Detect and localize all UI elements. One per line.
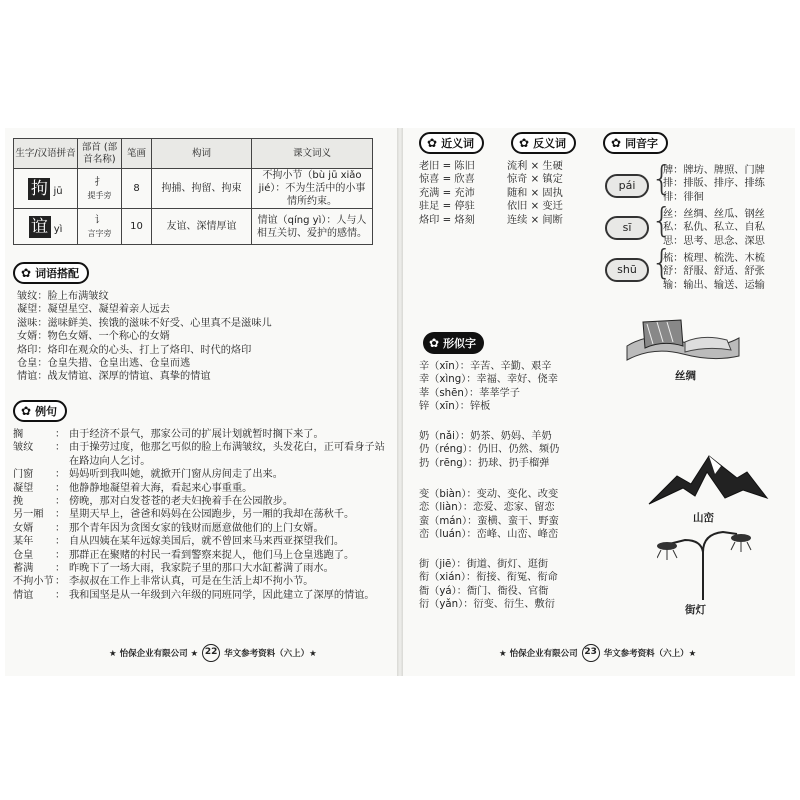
list-item: 幸（xìng）：幸福、幸好、侥幸 <box>419 374 558 386</box>
words-cell: 友谊、深情厚谊 <box>152 209 252 245</box>
list-item: 流利 × 生硬 <box>507 161 563 172</box>
list-item: 情谊 ： 我和国坚是从一年级到六年级的同班同学，因此建立了深厚的情谊。 <box>13 589 375 601</box>
list-item: 蓄满 ： 昨晚下了一场大雨，我家院子里的那口大水缸蓄满了雨水。 <box>13 563 334 575</box>
list-item: 仓皇：仓皇失措、仓皇出逃、仓皇而逃 <box>17 358 191 370</box>
list-item: 仓皇 ： 那群正在聚赌的村民一看到警察来捉人，他们马上仓皇逃跑了。 <box>13 549 355 561</box>
flower-icon: ✿ <box>519 136 530 150</box>
collocation-heading: ✿ 词语搭配 <box>13 262 89 284</box>
similar-group <box>419 488 559 542</box>
header-words: 构词 <box>152 139 252 169</box>
header-meaning: 课文词义 <box>252 139 373 169</box>
strokes-cell: 8 <box>122 169 152 209</box>
list-item: 锌（xīn）：锌板 <box>419 401 491 413</box>
page-footer <box>499 644 696 662</box>
list-item: 舒：舒服、舒适、舒张 <box>663 266 765 278</box>
list-item: 街（jiē）：街道、街灯、逛街 <box>419 559 549 570</box>
vocabulary-table <box>13 138 373 245</box>
brace: { <box>651 201 673 241</box>
list-item: 充满 = 充沛 <box>419 187 475 199</box>
flower-icon: ✿ <box>21 266 32 280</box>
radical-cell: 讠 言字旁 <box>78 209 122 245</box>
list-item: 凝望 ： 他静静地凝望着大海，看起来心事重重。 <box>13 482 253 494</box>
list-item: 另一厢 ： 星期天早上，爸爸和妈妈在公园跑步，另一厢的我却在荡秋千。 <box>13 509 355 521</box>
list-item: 变（biàn）：变动、变化、改变 <box>419 489 559 500</box>
strokes-cell: 10 <box>122 209 152 245</box>
meaning-cell: 情谊（qíng yì）：人与人相互关切、爱护的感情。 <box>252 209 373 245</box>
list-item: 排：排版、排序、排练 <box>663 178 765 190</box>
list-item: 思：思考、思念、深思 <box>663 235 765 247</box>
collocation-list <box>17 290 272 384</box>
header-strokes: 笔画 <box>122 139 152 169</box>
list-item: 莘（shēn）：莘莘学子 <box>419 387 520 399</box>
street-lamp-illustration <box>657 526 753 600</box>
radical-cell: 扌 提手旁 <box>78 169 122 209</box>
list-item: 女婿：物色女婿、一个称心的女婿 <box>17 331 170 343</box>
list-item: 驻足 = 停驻 <box>419 201 475 213</box>
homophone-group <box>663 252 765 292</box>
publisher-name: ★ 怡保企业有限公司 <box>499 649 578 659</box>
list-item: 牌：牌坊、牌照、门牌 <box>663 165 765 176</box>
list-item: 老旧 = 陈旧 <box>419 161 475 172</box>
page-footer <box>109 644 317 662</box>
flower-icon: ✿ <box>21 404 32 418</box>
list-item: 门窗 ： 妈妈听到我叫她，就掀开门窗从房间走了出来。 <box>13 469 283 481</box>
synonym-list <box>419 160 475 227</box>
list-item: 仍（réng）：仍旧、仍然、频仍 <box>419 444 560 456</box>
list-item: 女婿 ： 那个青年因为贪图女家的钱财而愿意做他们的上门女婿。 <box>13 522 324 534</box>
char-cell: 拘 jū <box>14 169 78 209</box>
right-page <box>403 128 795 676</box>
list-item: 蛮（mán）：蛮横、蛮干、野蛮 <box>419 515 559 527</box>
table-row <box>14 209 373 245</box>
homophone-pinyin-badge: sī <box>605 216 649 240</box>
list-item: 惊奇 × 镇定 <box>507 174 563 186</box>
flower-icon: ✿ <box>429 336 440 350</box>
homophone-pinyin-badge: pái <box>605 174 649 198</box>
page-number: 22 <box>202 644 220 662</box>
left-page <box>5 128 397 676</box>
meaning-cell: 不拘小节（bù jū xiǎo jié）：不为生活中的小事情所约束。 <box>252 169 373 209</box>
homophone-pinyin-badge: shū <box>605 258 649 282</box>
silk-cloth-illustration <box>623 316 743 362</box>
list-item: 不拘小节 ： 李叔叔在工作上非常认真，可是在生活上却不拘小节。 <box>13 576 314 588</box>
silk-caption: 丝绸 <box>675 370 696 382</box>
list-item: 烙印：烙印在观众的心头、打上了烙印、时代的烙印 <box>17 344 252 356</box>
list-item: 烙印 = 烙刻 <box>419 214 475 226</box>
homophone-group <box>663 164 765 204</box>
list-item: 滋味：滋味鲜美、挨饿的滋味不好受、心里真不是滋味儿 <box>17 317 272 329</box>
list-item: 辛（xīn）：辛苦、辛勤、艰辛 <box>419 361 552 372</box>
similar-char-heading: ✿ 形似字 <box>423 332 484 354</box>
header-char: 生字/汉语拼音 <box>14 139 78 169</box>
flower-icon: ✿ <box>611 136 622 150</box>
list-item: 衙（yá）：衙门、衙役、官衙 <box>419 585 549 597</box>
mountain-caption: 山峦 <box>693 512 714 524</box>
similar-group <box>419 430 559 470</box>
list-item: 扔（rēng）：扔球、扔手榴弹 <box>419 457 550 469</box>
table-row <box>14 169 373 209</box>
list-item: 皱纹：脸上布满皱纹 <box>17 291 109 302</box>
antonym-list <box>507 160 563 227</box>
list-item: 徘：徘徊 <box>663 191 704 203</box>
example-heading: ✿ 例句 <box>13 400 67 422</box>
list-item: 丝：丝绸、丝瓜、钢丝 <box>663 209 765 220</box>
list-item: 情谊：战友情谊、深厚的情谊、真挚的情谊 <box>17 371 211 383</box>
char-cell: 谊 yì <box>14 209 78 245</box>
example-list <box>13 428 393 602</box>
book-title: 华文参考资料（六上）★ <box>603 649 697 659</box>
list-item: 依旧 × 变迁 <box>507 201 563 213</box>
similar-group <box>419 558 558 612</box>
mountain-illustration <box>647 452 769 510</box>
list-item: 搁 ： 由于经济不景气，那家公司的扩展计划就暂时搁下来了。 <box>13 429 324 440</box>
homophone-heading: ✿ 同音字 <box>603 132 668 154</box>
list-item: 挽 ： 傍晚，那对白发苍苍的老夫妇挽着手在公园散步。 <box>13 496 294 508</box>
book-title: 华文参考资料（六上）★ <box>224 649 317 659</box>
list-item: 某年 ： 自从四姨在某年远嫁美国后，就不曾回来马来西亚探望我们。 <box>13 536 345 548</box>
words-cell: 拘捕、拘留、拘束 <box>152 169 252 209</box>
list-item: 奶（nǎi）：奶茶、奶妈、羊奶 <box>419 431 552 442</box>
synonym-heading: ✿ 近义词 <box>419 132 484 154</box>
page-number: 23 <box>582 644 600 662</box>
list-item: 随和 × 固执 <box>507 187 563 199</box>
list-item: 梳：梳理、梳洗、木梳 <box>663 253 765 264</box>
flower-icon: ✿ <box>427 136 438 150</box>
list-item: 衔（xián）：衔接、衔冤、衔命 <box>419 572 558 584</box>
list-item: 峦（luán）：峦峰、山峦、峰峦 <box>419 529 559 541</box>
list-item: 衍（yǎn）：衍变、衍生、敷衍 <box>419 599 555 611</box>
list-item: 输：输出、输送、运输 <box>663 279 765 291</box>
brace: { <box>651 159 673 199</box>
list-item: 私：私仇、私立、自私 <box>663 222 765 234</box>
header-radical: 部首 (部首名称) <box>78 139 122 169</box>
table-header-row <box>14 139 373 169</box>
lamp-caption: 街灯 <box>685 604 706 616</box>
list-item: 凝望：凝望星空、凝望着亲人远去 <box>17 304 170 316</box>
list-item: 连续 × 间断 <box>507 214 563 226</box>
publisher-name: ★ 怡保企业有限公司 ★ <box>109 649 199 659</box>
brace: { <box>651 243 673 283</box>
list-item: 皱纹 ： 由于操劳过度，他那乞丐似的脸上布满皱纹，头发花白，正可看身子站在路边向人乞讨。 <box>13 442 385 467</box>
list-item: 惊喜 = 欣喜 <box>419 174 475 186</box>
similar-group <box>419 360 558 414</box>
homophone-group <box>663 208 765 248</box>
antonym-heading: ✿ 反义词 <box>511 132 576 154</box>
list-item: 恋（liàn）：恋爱、恋家、留恋 <box>419 502 555 514</box>
